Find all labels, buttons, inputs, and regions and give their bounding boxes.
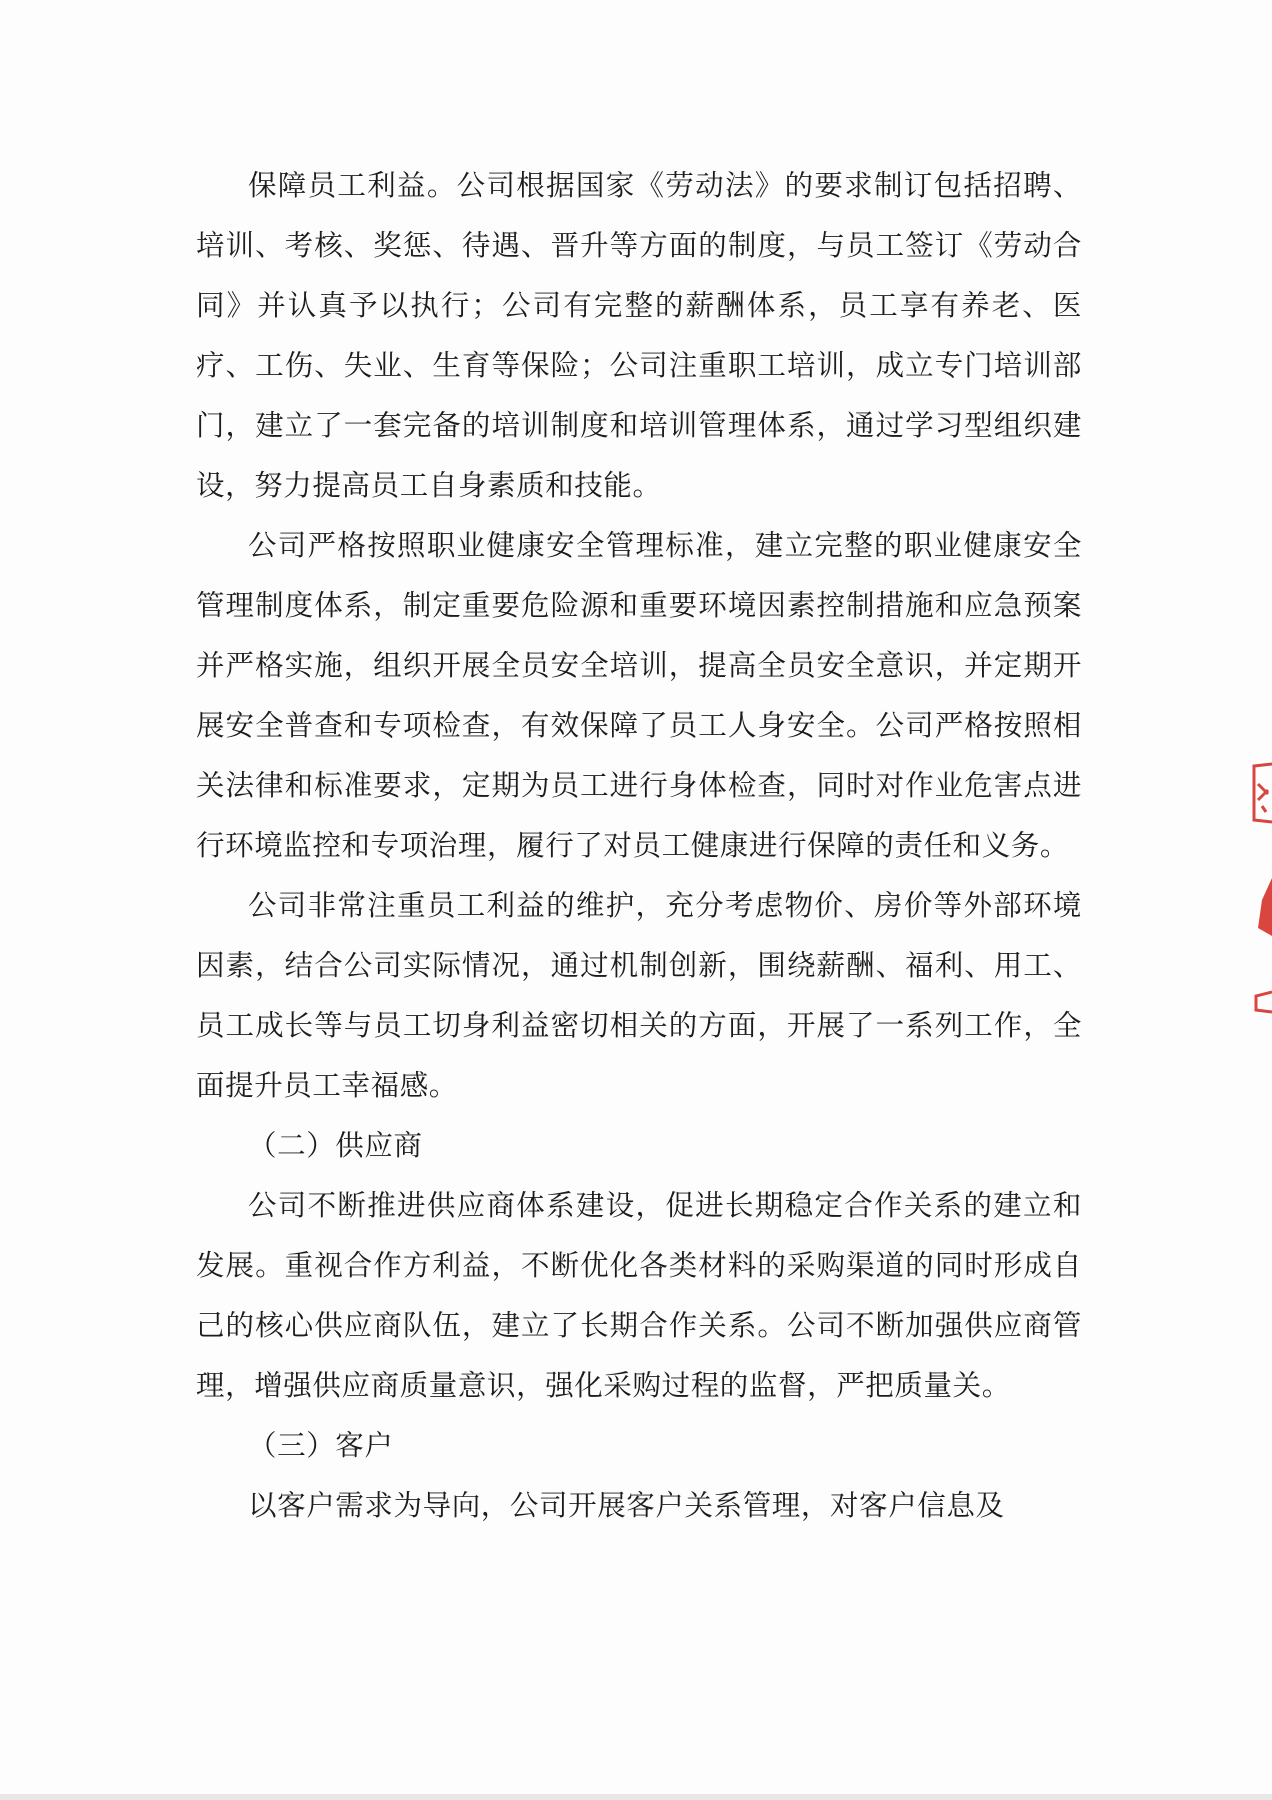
- page-bottom-edge: [0, 1794, 1272, 1800]
- paragraph-employee-welfare: 公司非常注重员工利益的维护，充分考虑物价、房价等外部环境因素，结合公司实际情况，通过机制创新，围绕薪酬、福利、用工、员工成长等与员工切身利益密切相关的方面，开展了一系列工作，全面提升员工幸福感。: [196, 889, 1082, 1102]
- paragraph-employee-benefits: 保障员工利益。公司根据国家《劳动法》的要求制订包括招聘、培训、考核、奖惩、待遇、晋升等方面的制度，与员工签订《劳动合同》并认真予以执行；公司有完整的薪酬体系，员工享有养老、医疗、工伤、失业、生育等保险；公司注重职工培训，成立专门培训部门，建立了一套完备的培训制度和培训管理体系，通过学习型组织建设，努力提高员工自身素质和技能。: [196, 169, 1082, 502]
- paragraph-occupational-health: 公司严格按照职业健康安全管理标准，建立完整的职业健康安全管理制度体系，制定重要危险源和重要环境因素控制措施和应急预案并严格实施，组织开展全员安全培训，提高全员安全意识，并定期开展安全普查和专项检查，有效保障了员工人身安全。公司严格按照相关法律和标准要求，定期为员工进行身体检查，同时对作业危害点进行环境监控和专项治理，履行了对员工健康进行保障的责任和义务。: [196, 529, 1082, 862]
- seal-fragment-icon: [1248, 760, 1272, 1020]
- section-heading-suppliers: （二）供应商: [248, 1129, 423, 1162]
- section-heading-customers: （三）客户: [248, 1429, 394, 1462]
- paragraph-customers: 以客户需求为导向，公司开展客户关系管理，对客户信息及: [248, 1489, 1005, 1522]
- paragraph-suppliers: 公司不断推进供应商体系建设，促进长期稳定合作关系的建立和发展。重视合作方利益，不断优化各类材料的采购渠道的同时形成自己的核心供应商队伍，建立了长期合作关系。公司不断加强供应商管理，增强供应商质量意识，强化采购过程的监督，严把质量关。: [196, 1189, 1082, 1402]
- document-body: [196, 156, 1082, 1536]
